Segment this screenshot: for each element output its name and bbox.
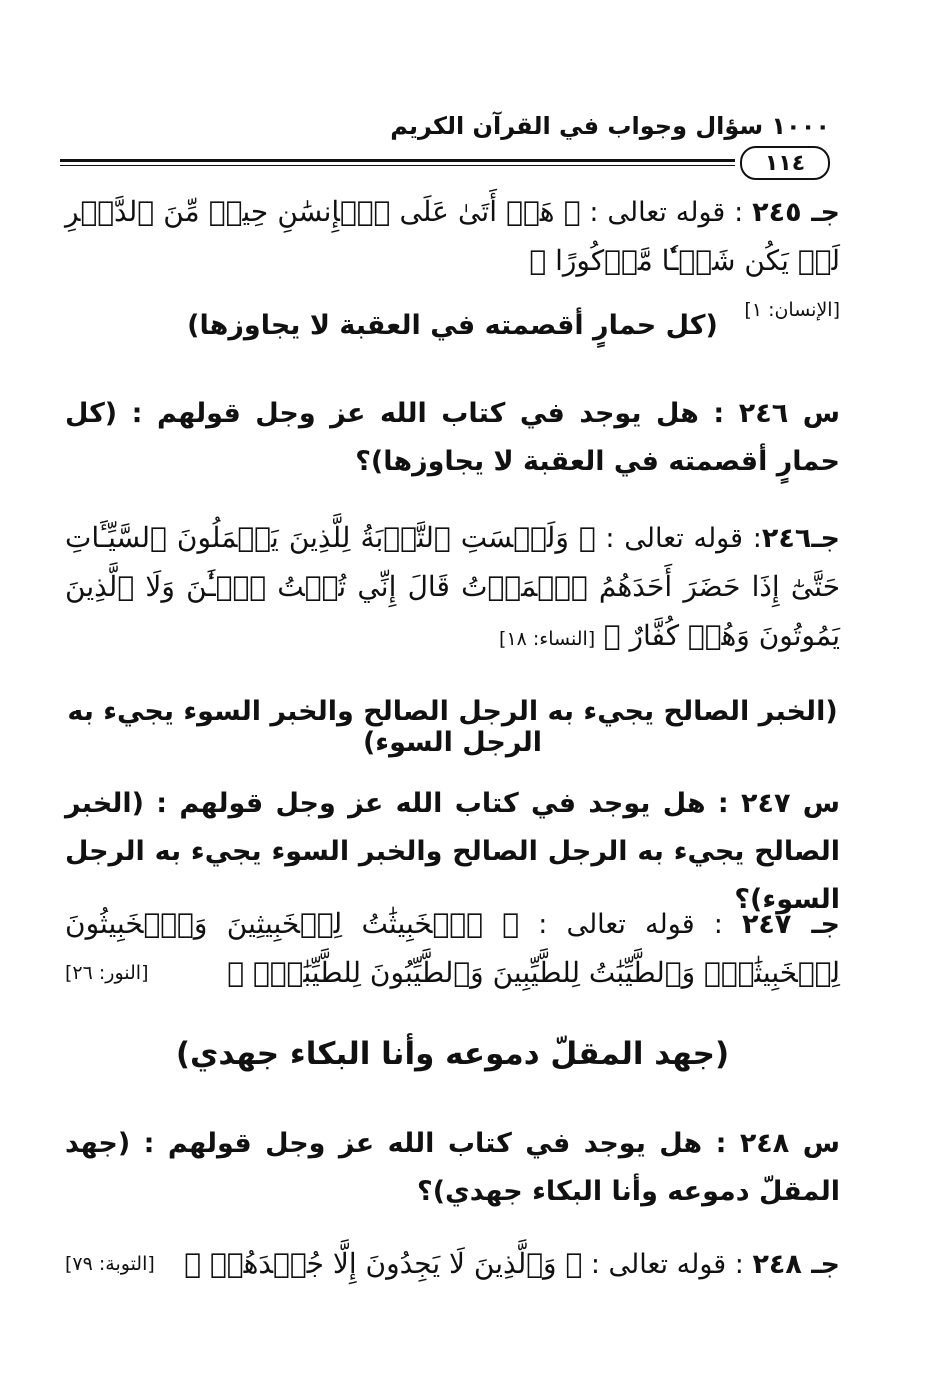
answer-intro: : قوله تعالى :	[582, 1249, 753, 1280]
question-label: س ٢٤٨	[739, 1128, 840, 1159]
question-248	[65, 1120, 840, 1216]
question-text: : هل يوجد في كتاب الله عز وجل قولهم : (جهد المقلّ دموعه وأنا البكاء جهدي)؟	[65, 1128, 840, 1207]
verse-reference: [الإنسان: ١]	[744, 299, 840, 321]
question-label: س ٢٤٦	[738, 398, 840, 429]
quran-verse: ﴿ وَٱلَّذِينَ لَا يَجِدُونَ إِلَّا جُهۡدَهُمۡ ﴾	[184, 1247, 583, 1280]
answer-label: جـ ٢٤٥	[752, 197, 840, 228]
page-header	[60, 112, 830, 192]
question-246	[65, 390, 840, 486]
answer-label: جـ٢٤٦	[761, 523, 840, 554]
running-title: ١٠٠٠ سؤال وجواب في القرآن الكريم	[390, 112, 830, 140]
verse-reference: [النور: ٢٦]	[65, 962, 149, 984]
question-text: : هل يوجد في كتاب الله عز وجل قولهم : (كل حمارٍ أقصمته في العقبة لا يجاوزها)؟	[65, 398, 840, 477]
quran-verse: ﴿ وَلَيۡسَتِ ٱلتَّوۡبَةُ لِلَّذِينَ يَعۡمَلُونَ ٱلسَّيِّـَٔاتِ حَتَّىٰٓ إِذَا حَضَرَ أَحَدَهُمُ ٱلۡمَوۡتُ قَالَ إِنِّي تُبۡتُ ٱلۡـَٰٔنَ وَلَا ٱلَّذِينَ يَمُوتُونَ وَهُمۡ كُفَّارٌ ﴾	[65, 521, 840, 652]
answer-248	[65, 1240, 840, 1289]
question-text: : هل يوجد في كتاب الله عز وجل قولهم : (الخبر الصالح يجيء به الرجل الصالح والخبر السوء يجيء به الرجل السوء)؟	[65, 788, 840, 915]
answer-246	[65, 514, 840, 663]
answer-intro: : قوله تعالى :	[519, 909, 742, 940]
verse-reference: [التوبة: ٧٩]	[65, 1253, 155, 1275]
section-heading-247: (الخبر الصالح يجيء به الرجل الصالح والخبر السوء يجيء به الرجل السوء)	[67, 696, 838, 758]
quran-verse: ﴿ ٱلۡخَبِيثَٰتُ لِلۡخَبِيثِينَ وَٱلۡخَبِيثُونَ لِلۡخَبِيثَٰتِۖ وَٱلطَّيِّبَٰتُ لِلطَّيِّبِينَ وَٱلطَّيِّبُونَ لِلطَّيِّبَٰتِۚ ﴾	[65, 907, 840, 989]
verse-reference: [النساء: ١٨]	[499, 628, 596, 650]
page-number: ١١٤	[740, 146, 830, 180]
answer-intro: : قوله تعالى :	[595, 523, 762, 554]
question-label: س ٢٤٧	[740, 788, 840, 819]
section-heading-246: (كل حمارٍ أقصمته في العقبة لا يجاوزها)	[187, 310, 718, 341]
section-heading-248: (جهد المقلّ دموعه وأنا البكاء جهدي)	[175, 1036, 730, 1072]
quran-verse: ﴿ هَلۡ أَتَىٰ عَلَى ٱلۡإِنسَٰنِ حِينٞ مِّنَ ٱلدَّهۡرِ لَمۡ يَكُن شَيۡـٔٗا مَّذۡكُورًا ﴾	[65, 195, 840, 277]
header-rule-thin	[60, 165, 735, 166]
answer-label: جـ ٢٤٨	[752, 1249, 840, 1280]
answer-label: جـ ٢٤٧	[741, 909, 841, 940]
header-rule	[60, 159, 735, 162]
answer-intro: : قوله تعالى :	[580, 197, 753, 228]
answer-247	[65, 900, 840, 998]
